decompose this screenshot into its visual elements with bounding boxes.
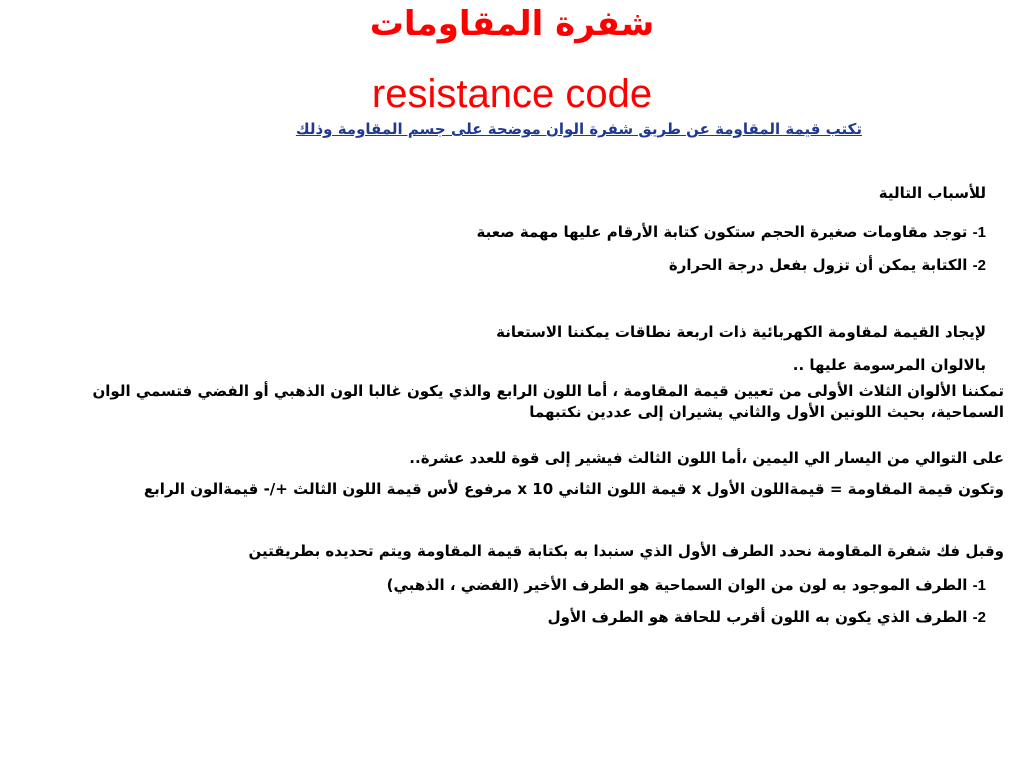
reason-1-text: توجد مقاومات صغيرة الحجم ستكون كتابة الأرقام عليها مهمة صعبة	[476, 223, 968, 241]
reason-1-number: 1-	[972, 224, 986, 241]
slide-title-english: resistance code	[371, 72, 653, 116]
slide-subtitle: تكتب قيمة المقاومة عن طريق شفرة الوان موضحة على جسم المقاومة وذلك	[295, 120, 862, 138]
decode-2-text: الطرف الذي يكون به اللون أقرب للحافة هو الطرف الأول	[547, 608, 968, 626]
order-paragraph: على التوالي من اليسار الي اليمين ،أما اللون الثالث فيشير إلى قوة للعدد عشرة..	[409, 449, 1004, 467]
formula-paragraph: وتكون قيمة المقاومة = قيمةاللون الأول x قيمة اللون الثاني x 10 مرفوع لأس قيمة اللون الثالث +/- قيمةالون الرابع	[143, 480, 1004, 498]
enable-paragraph: تمكننا الألوان الثلاث الأولى من تعيين قيمة المقاومة ، أما اللون الرابع والذي يكون غالبا الون الذهبي أو الفضي فتسمي الوان السماحية، بحيث اللونين الأول والثاني يشيران إلى عددين نكتبهما	[92, 382, 1004, 421]
decode-2-number: 2-	[972, 609, 986, 626]
reason-2-number: 2-	[972, 257, 986, 274]
reason-2-text: الكتابة يمكن أن تزول بفعل درجة الحرارة	[668, 256, 968, 274]
decode-1-number: 1-	[972, 577, 986, 594]
reason-item-1	[476, 220, 986, 245]
find-value-text: لإيجاد القيمة لمقاومة الكهربائية ذات اربعة نطاقات يمكننا الاستعانة	[496, 323, 986, 341]
decode-1-text: الطرف الموجود به لون من الوان السماحية هو الطرف الأخير (الفضي ، الذهبي)	[386, 576, 968, 594]
slide-title-arabic: شفرة المقاومات	[369, 4, 655, 44]
decode-paragraph: وقبل فك شفرة المقاومة نحدد الطرف الأول الذي سنبدا به بكتابة قيمة المقاومة ويتم تحديده بطريقتين	[248, 542, 1004, 560]
decode-item-2	[548, 605, 986, 630]
decode-item-1	[387, 573, 986, 598]
reason-item-2	[669, 253, 986, 278]
reasons-intro: للأسباب التالية	[878, 184, 986, 202]
colors-line-text: بالالوان المرسومة عليها ..	[792, 356, 986, 374]
